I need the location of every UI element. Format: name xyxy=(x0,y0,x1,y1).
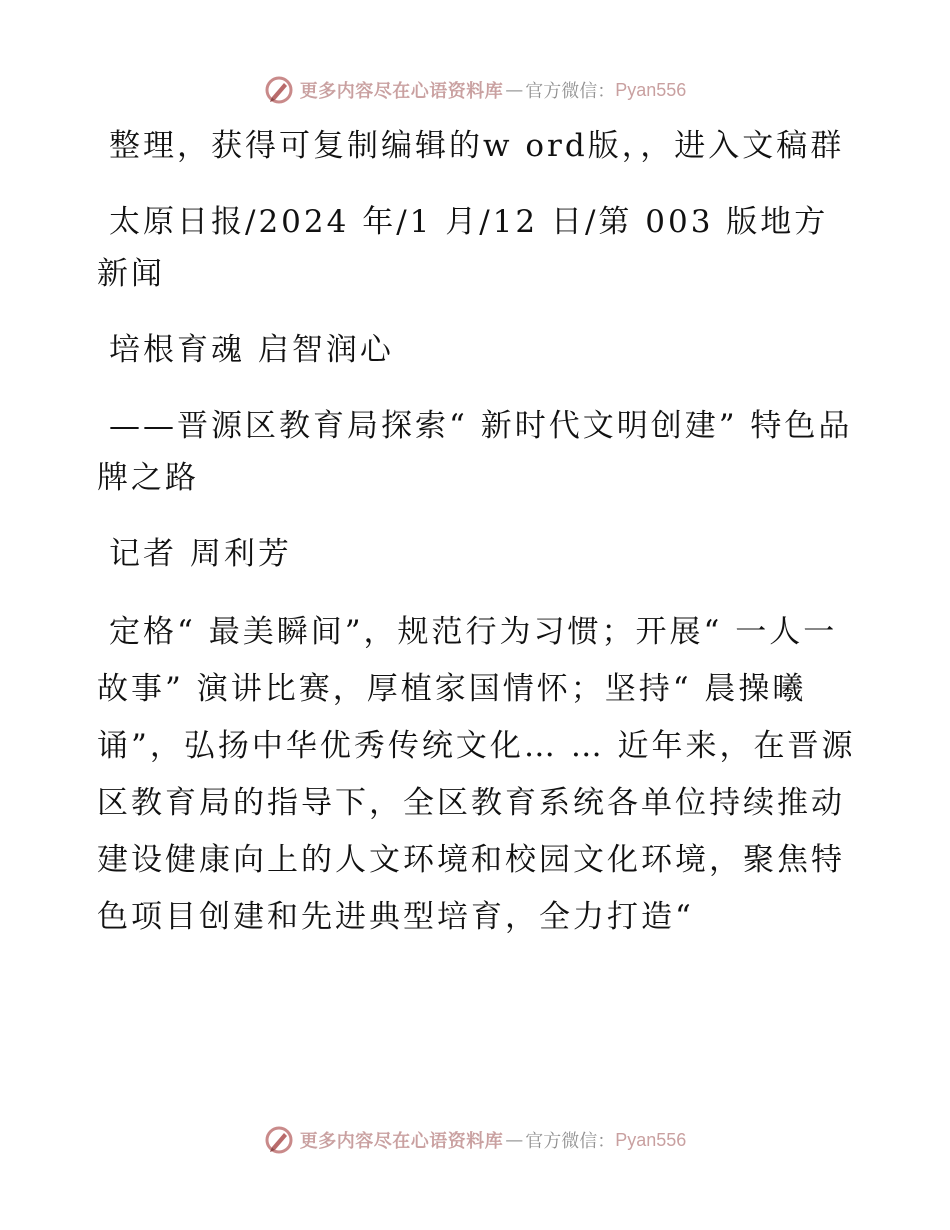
paragraph-source: 太原日报/2024 年/1 月/12 日/第 003 版地方新闻 xyxy=(97,204,829,292)
watermark-text: 更多内容尽在心语资料库 xyxy=(299,1131,504,1152)
article-byline: 记者 周利芳 xyxy=(109,536,292,572)
article-title: 培根育魂 启智润心 xyxy=(109,332,394,368)
watermark-wechat-label: 官方微信： xyxy=(525,81,616,102)
watermark-separator: — xyxy=(505,1129,524,1151)
document-body xyxy=(97,120,857,970)
paragraph-notice: 整理，获得可复制编辑的w ord版，，进入文稿群 xyxy=(109,128,845,164)
article-body-paragraph: 定格“ 最美瞬间”，规范行为习惯；开展“ 一人一故事” 演讲比赛，厚植家国情怀；坚持“ 晨操曦诵”，弘扬中华优秀传统文化… … 近年来，在晋源区教育局的指导下，全区教育系统各单位持续推动建设健康向上的人文环境和校园文化环境，聚焦特色项目创建和先进典型培育，全力打造“ xyxy=(97,614,856,935)
watermark-wechat-id: Pyan556 xyxy=(615,1129,687,1150)
watermark-separator: — xyxy=(505,79,524,101)
header-watermark xyxy=(0,70,950,110)
article-subtitle: ——晋源区教育局探索“ 新时代文明创建” 特色品牌之路 xyxy=(97,408,853,496)
watermark-text: 更多内容尽在心语资料库 xyxy=(299,81,504,102)
watermark-wechat-label: 官方微信： xyxy=(525,1131,616,1152)
pen-seal-icon xyxy=(264,1125,294,1155)
pen-seal-icon xyxy=(264,75,294,105)
footer-watermark xyxy=(0,1120,950,1160)
watermark-wechat-id: Pyan556 xyxy=(615,79,687,100)
